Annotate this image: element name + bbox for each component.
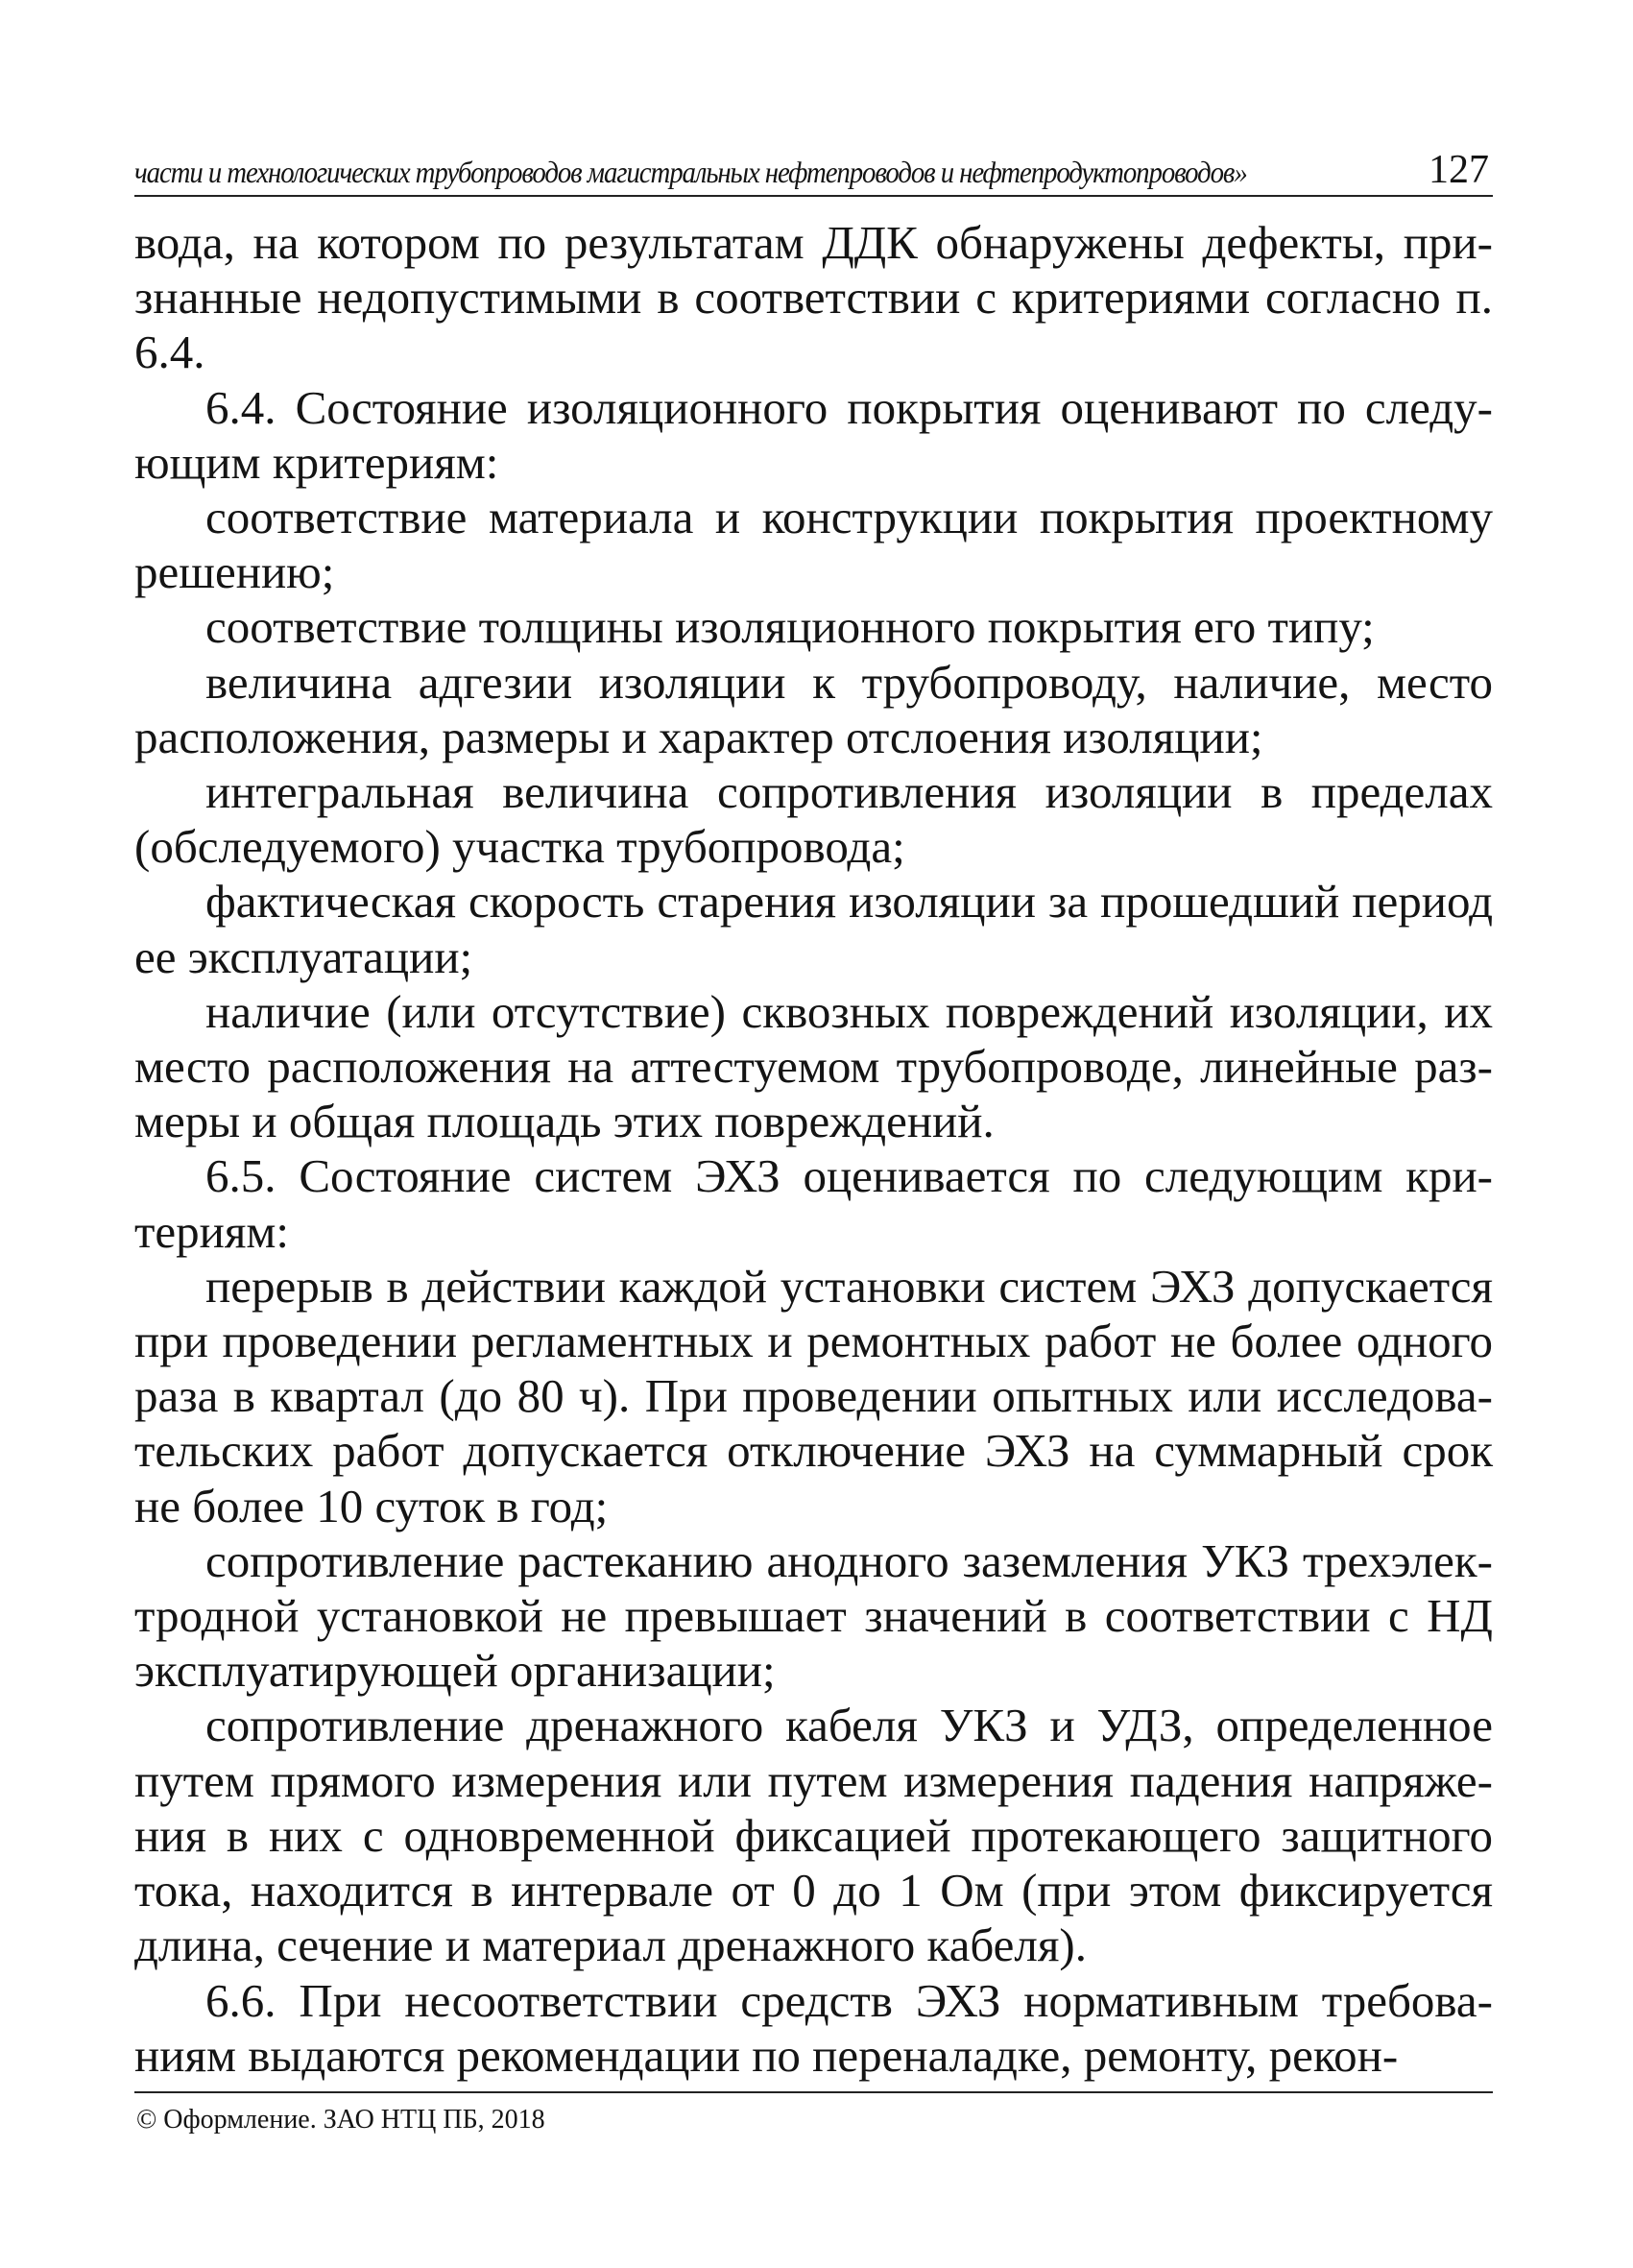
- page-number: 127: [1429, 148, 1489, 192]
- list-item: наличие (или отсутствие) сквозных повреждений изоляции, их место расположения на аттестуемом трубопроводе, линейные размеры и общая площадь этих повреждений.: [134, 984, 1493, 1148]
- list-item: фактическая скорость старения изоляции за прошедший период ее эксплуатации;: [134, 875, 1493, 983]
- running-title: части и технологических трубопроводов магистральных нефтепроводов и нефтепродуктопроводов»: [134, 155, 1247, 189]
- copyright-notice: © Оформление. ЗАО НТЦ ПБ, 2018: [136, 2105, 545, 2135]
- body-text: [134, 215, 1493, 2083]
- list-item: соответствие материала и конструкции покрытия проектному решению;: [134, 491, 1493, 599]
- list-item: перерыв в действии каждой установки систем ЭХЗ допускается при проведении регламентных и ремонтных работ не более одного раза в квартал (до 80 ч). При проведении опытных или исследовательских работ допускается отключение ЭХЗ на суммарный срок не более 10 суток в год;: [134, 1259, 1493, 1532]
- list-item: соответствие толщины изоляционного покрытия его типу;: [205, 600, 1375, 654]
- paragraph-6-4: 6.4. Состояние изоляционного покрытия оценивают по следующим критериям:: [134, 380, 1493, 489]
- paragraph-6-5: 6.5. Состояние систем ЭХЗ оценивается по следующим критериям:: [134, 1149, 1493, 1258]
- footer-divider: [134, 2091, 1493, 2093]
- paragraph-6-6: 6.6. При несоответствии средств ЭХЗ нормативным требованиям выдаются рекомендации по переналадке, ремонту, рекон-: [134, 1973, 1493, 2082]
- list-item: сопротивление дренажного кабеля УКЗ и УДЗ, определенное путем прямого измерения или путем измерения падения напряжения в них с одновременной фиксацией протекающего защитного тока, находится в интервале от 0 до 1 Ом (при этом фиксируется длина, сечение и материал дренажного кабеля).: [134, 1699, 1493, 1972]
- list-item: интегральная величина сопротивления изоляции в пределах (обследуемого) участка трубопровода;: [134, 765, 1493, 874]
- header-divider: [134, 195, 1493, 197]
- page-header: [134, 142, 1493, 190]
- list-item: сопротивление растеканию анодного заземления УКЗ трехэлектродной установкой не превышает значений в соответствии с НД эксплуатирующей организации;: [134, 1533, 1493, 1698]
- list-item: величина адгезии изоляции к трубопроводу, наличие, место расположения, размеры и характер отслоения изоляции;: [134, 655, 1493, 763]
- paragraph-continuation: вода, на котором по результатам ДДК обнаружены дефекты, признанные недопустимыми в соответствии с критериями согласно п. 6.4.: [134, 216, 1493, 379]
